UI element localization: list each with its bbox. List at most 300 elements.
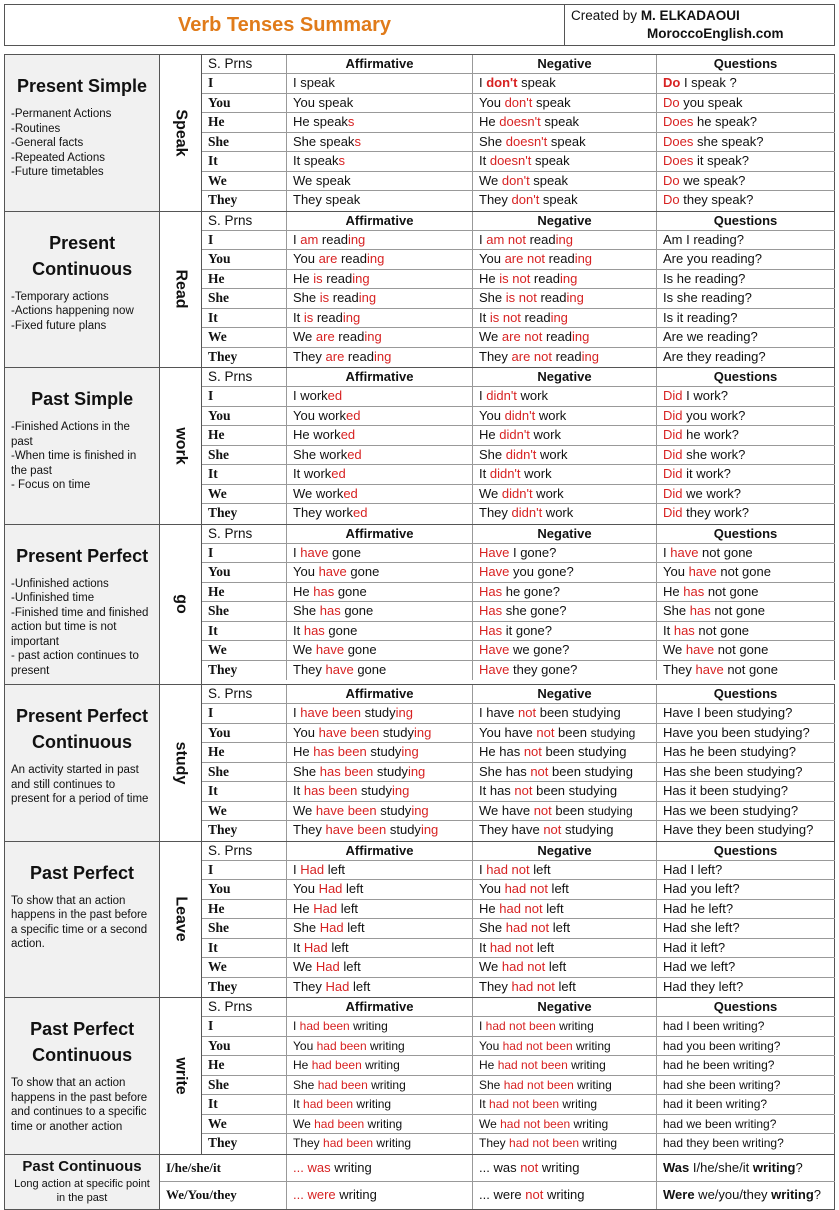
text-fragment: Did xyxy=(663,466,683,482)
text-fragment: left xyxy=(554,978,576,994)
text-fragment: I xyxy=(293,1019,300,1034)
text-fragment: We xyxy=(479,485,502,501)
table-row xyxy=(202,900,835,919)
conjugation-table xyxy=(202,842,835,998)
affirmative-cell xyxy=(287,1115,473,1133)
affirmative-cell xyxy=(287,446,473,464)
column-header-questions: Questions xyxy=(657,842,835,860)
affirmative-cell xyxy=(287,661,473,680)
text-fragment: ing xyxy=(373,348,392,364)
conjugation-table xyxy=(160,1155,835,1209)
question-cell xyxy=(657,1115,835,1133)
text-fragment: ? xyxy=(813,1186,822,1202)
text-fragment: Has xyxy=(479,622,503,638)
subject-pronoun: They xyxy=(202,348,287,367)
text-fragment: It xyxy=(479,1097,490,1112)
text-fragment: ing xyxy=(581,348,599,364)
text-fragment: she gone? xyxy=(502,603,567,619)
text-fragment: Had he left? xyxy=(663,900,734,916)
subject-pronoun: She xyxy=(202,446,287,464)
text-fragment: Had xyxy=(325,978,350,994)
affirmative-cell xyxy=(287,231,473,249)
text-fragment: gone xyxy=(346,564,380,580)
text-fragment: I/he/she/it xyxy=(689,1159,753,1175)
subject-pronoun: You xyxy=(202,724,287,742)
text-fragment: writing xyxy=(570,1116,609,1131)
subject-pronoun: She xyxy=(202,763,287,781)
tense-name: Past Perfect Continuous xyxy=(30,1019,135,1065)
text-fragment: I xyxy=(293,705,301,721)
question-cell xyxy=(657,426,835,444)
question-cell xyxy=(657,724,835,742)
table-row xyxy=(202,641,835,660)
negative-cell xyxy=(473,1076,657,1094)
text-fragment: you work? xyxy=(682,407,746,423)
text-fragment: We have xyxy=(479,802,534,818)
column-header-negative: Negative xyxy=(473,212,657,230)
example-verb xyxy=(160,525,202,685)
question-cell xyxy=(657,172,835,190)
text-fragment: had not been xyxy=(503,1077,574,1092)
example-verb-label: study xyxy=(172,741,190,785)
text-fragment: Has it been studying? xyxy=(663,783,789,799)
text-fragment: they work? xyxy=(682,505,749,521)
text-fragment: ing xyxy=(550,309,568,325)
text-fragment: It xyxy=(293,939,304,955)
question-cell xyxy=(657,74,835,92)
table-row xyxy=(202,583,835,602)
negative-cell xyxy=(473,191,657,210)
text-fragment: Am I reading? xyxy=(663,231,744,247)
table-row xyxy=(202,133,835,152)
text-fragment: not gone xyxy=(698,544,753,560)
tense-uses: Long action at specific point in the past xyxy=(14,1177,150,1204)
text-fragment: s xyxy=(354,133,361,149)
text-fragment: had she been writing? xyxy=(663,1077,781,1092)
text-fragment: read xyxy=(344,348,374,364)
negative-cell xyxy=(473,958,657,976)
text-fragment: left xyxy=(545,959,567,975)
text-fragment: writing xyxy=(567,1058,606,1073)
affirmative-cell xyxy=(287,485,473,503)
column-header-questions: Questions xyxy=(657,685,835,703)
table-row xyxy=(202,1017,835,1036)
affirmative-cell xyxy=(287,289,473,307)
text-fragment: She xyxy=(293,290,320,306)
text-fragment: studying xyxy=(561,822,614,838)
affirmative-cell xyxy=(287,978,473,997)
question-cell xyxy=(657,152,835,170)
negative-cell xyxy=(473,880,657,898)
text-fragment: speak xyxy=(539,192,578,208)
column-header-subject: S. Prns xyxy=(202,685,287,703)
table-row xyxy=(202,978,835,997)
subject-pronoun: You xyxy=(202,250,287,268)
affirmative-cell xyxy=(287,1134,473,1153)
question-cell xyxy=(657,641,835,659)
text-fragment: They xyxy=(479,348,512,364)
question-cell xyxy=(657,1134,835,1153)
text-fragment: are xyxy=(315,329,335,345)
text-fragment: writing xyxy=(579,1136,618,1151)
negative-cell xyxy=(473,446,657,464)
text-fragment: ing xyxy=(392,783,410,799)
text-fragment: Does xyxy=(663,114,694,130)
question-cell xyxy=(657,407,835,425)
text-fragment: we/you/they xyxy=(694,1186,772,1202)
text-fragment: not gone xyxy=(694,622,750,638)
tense-uses: -Finished Actions in the past -When time is finished in the past - Focus on time xyxy=(11,421,137,491)
text-fragment: studying xyxy=(590,725,636,740)
text-fragment: It xyxy=(293,1097,304,1112)
question-cell xyxy=(657,563,835,581)
text-fragment: ed xyxy=(352,505,368,521)
text-fragment: She xyxy=(293,920,320,936)
text-fragment: I work? xyxy=(682,388,729,404)
text-fragment: had not been xyxy=(489,1097,560,1112)
text-fragment: writing xyxy=(349,1019,388,1034)
table-row xyxy=(202,1037,835,1056)
tense-uses: To show that an action happens in the past before and continues to a specific time or another action xyxy=(11,1077,148,1133)
affirmative-cell xyxy=(287,724,473,742)
text-fragment: has xyxy=(673,622,695,638)
text-fragment: We xyxy=(479,959,502,975)
text-fragment: don't xyxy=(501,172,530,188)
text-fragment: Did xyxy=(663,388,683,404)
text-fragment: left xyxy=(349,978,371,994)
text-fragment: She xyxy=(479,1077,504,1092)
table-header-row xyxy=(202,842,835,861)
column-header-subject: S. Prns xyxy=(202,55,287,73)
text-fragment: had not xyxy=(505,920,550,936)
text-fragment: I xyxy=(479,861,487,877)
negative-cell xyxy=(473,939,657,957)
text-fragment: he speak? xyxy=(693,114,757,130)
text-fragment: They xyxy=(293,348,326,364)
text-fragment: have xyxy=(318,564,347,580)
question-cell xyxy=(657,504,835,523)
text-fragment: read xyxy=(545,251,575,267)
negative-cell xyxy=(473,152,657,170)
text-fragment: Was xyxy=(663,1159,690,1175)
text-fragment: They xyxy=(479,505,512,521)
text-fragment: I speak ? xyxy=(680,75,737,91)
table-row xyxy=(202,407,835,426)
text-fragment: We xyxy=(479,1116,501,1131)
affirmative-cell xyxy=(287,133,473,151)
negative-cell xyxy=(473,113,657,131)
text-fragment: didn't xyxy=(486,388,517,404)
text-fragment: am xyxy=(300,231,319,247)
text-fragment: writing xyxy=(543,1186,585,1202)
text-fragment: am not xyxy=(486,231,526,247)
text-fragment: speak xyxy=(540,114,580,130)
text-fragment: Do xyxy=(663,75,681,91)
column-header-questions: Questions xyxy=(657,368,835,386)
text-fragment: left xyxy=(529,861,551,877)
text-fragment: read xyxy=(337,251,367,267)
text-fragment: He xyxy=(293,1058,312,1073)
text-fragment: You xyxy=(479,881,505,897)
text-fragment: not xyxy=(523,744,542,760)
text-fragment: left xyxy=(337,900,359,916)
text-fragment: ed xyxy=(331,466,346,482)
text-fragment: read xyxy=(552,348,582,364)
example-verb xyxy=(160,368,202,524)
tense-block xyxy=(5,212,835,369)
question-cell xyxy=(657,133,835,151)
table-row xyxy=(202,309,835,328)
question-cell xyxy=(657,1017,835,1035)
text-fragment: They xyxy=(293,1136,324,1151)
text-fragment: have been xyxy=(300,705,361,721)
subject-pronoun: We xyxy=(202,485,287,503)
text-fragment: left xyxy=(542,900,564,916)
tense-uses: -Unfinished actions -Unfinished time -Finished time and finished action but time is not important - past action continues to present xyxy=(11,577,149,677)
text-fragment: ... were xyxy=(479,1186,526,1202)
text-fragment: Did xyxy=(663,446,683,462)
text-fragment: ing xyxy=(413,724,432,740)
column-header-affirmative: Affirmative xyxy=(287,212,473,230)
text-fragment: left xyxy=(343,920,365,936)
text-fragment: ing xyxy=(420,822,439,838)
text-fragment: work xyxy=(536,446,568,462)
subject-pronoun: He xyxy=(202,743,287,761)
text-fragment: Are they reading? xyxy=(663,348,766,364)
text-fragment: has xyxy=(319,603,341,619)
text-fragment: She xyxy=(479,290,506,306)
text-fragment: he work? xyxy=(682,427,739,443)
text-fragment: Have xyxy=(479,661,510,677)
affirmative-cell xyxy=(287,939,473,957)
text-fragment: doesn't xyxy=(499,114,541,130)
text-fragment: writing xyxy=(364,1116,403,1131)
text-fragment: You speak xyxy=(293,94,354,110)
text-fragment: had not xyxy=(504,881,548,897)
text-fragment: gone xyxy=(324,622,358,638)
table-row xyxy=(202,880,835,899)
column-header-negative: Negative xyxy=(473,55,657,73)
negative-cell xyxy=(473,1115,657,1133)
table-row xyxy=(202,289,835,308)
table-row xyxy=(202,544,835,563)
text-fragment: work xyxy=(532,485,564,501)
text-fragment: You xyxy=(479,1038,503,1053)
table-row xyxy=(202,1115,835,1134)
negative-cell xyxy=(473,704,657,722)
question-cell xyxy=(657,309,835,327)
example-verb xyxy=(160,55,202,211)
text-fragment: work xyxy=(516,388,548,404)
subject-pronoun: You xyxy=(202,407,287,425)
negative-cell xyxy=(473,328,657,346)
text-fragment: writing xyxy=(366,1038,405,1053)
subject-pronoun: She xyxy=(202,1076,287,1094)
table-row xyxy=(202,724,835,743)
text-fragment: read xyxy=(334,329,365,345)
text-fragment: ed xyxy=(347,446,362,462)
text-fragment: didn't xyxy=(501,485,533,501)
text-fragment: had not xyxy=(486,861,530,877)
negative-cell xyxy=(473,348,657,367)
text-fragment: ed xyxy=(327,388,343,404)
subject-pronoun: You xyxy=(202,880,287,898)
text-fragment: not xyxy=(533,802,552,818)
text-fragment: ed xyxy=(343,485,358,501)
text-fragment: Has she been studying? xyxy=(663,763,803,779)
text-fragment: gone xyxy=(344,642,377,658)
negative-cell xyxy=(473,743,657,761)
table-row xyxy=(202,763,835,782)
text-fragment: had not been xyxy=(485,1019,556,1034)
text-fragment: ing xyxy=(352,270,370,286)
affirmative-cell xyxy=(287,1056,473,1074)
text-fragment: Had xyxy=(319,920,344,936)
text-fragment: It xyxy=(293,309,304,325)
conjugation-table xyxy=(202,998,835,1154)
table-row xyxy=(202,270,835,289)
tense-name: Past Continuous xyxy=(22,1157,142,1175)
text-fragment: has xyxy=(313,583,335,599)
subject-pronoun: He xyxy=(202,900,287,918)
text-fragment: It has xyxy=(479,783,515,799)
question-cell xyxy=(657,861,835,879)
example-verb-label: Speak xyxy=(172,109,190,157)
affirmative-cell xyxy=(287,1155,473,1181)
text-fragment: We xyxy=(479,329,502,345)
table-header-row xyxy=(202,685,835,704)
text-fragment: had not xyxy=(501,959,546,975)
text-fragment: Have xyxy=(479,642,510,658)
text-fragment: Had I left? xyxy=(663,861,723,877)
subject-pronoun: It xyxy=(202,782,287,800)
question-cell xyxy=(657,821,835,840)
text-fragment: not xyxy=(525,1186,544,1202)
text-fragment: I xyxy=(479,1019,486,1034)
column-header-affirmative: Affirmative xyxy=(287,842,473,860)
text-fragment: I have xyxy=(479,705,519,721)
text-fragment: You work xyxy=(293,407,346,423)
table-row xyxy=(202,661,835,680)
subject-pronoun: They xyxy=(202,821,287,840)
text-fragment: You xyxy=(663,564,689,580)
negative-cell xyxy=(473,270,657,288)
column-header-affirmative: Affirmative xyxy=(287,998,473,1016)
negative-cell xyxy=(473,622,657,640)
text-fragment: it speak? xyxy=(693,153,750,169)
example-verb-label: go xyxy=(172,594,190,615)
affirmative-cell xyxy=(287,113,473,131)
example-verb xyxy=(160,842,202,998)
subject-pronoun: We xyxy=(202,958,287,976)
text-fragment: are not xyxy=(501,329,543,345)
tense-description xyxy=(5,1155,160,1209)
text-fragment: had not been xyxy=(497,1058,568,1073)
question-cell xyxy=(657,802,835,820)
header xyxy=(4,4,835,46)
text-fragment: had been xyxy=(314,1116,365,1131)
text-fragment: He xyxy=(293,583,314,599)
text-fragment: not gone xyxy=(704,583,759,599)
text-fragment: had I been writing? xyxy=(663,1019,765,1034)
text-fragment: ing xyxy=(342,309,361,325)
question-cell xyxy=(657,1095,835,1113)
text-fragment: writing xyxy=(373,1136,412,1151)
text-fragment: Were xyxy=(663,1186,695,1202)
text-fragment: Does xyxy=(663,153,694,169)
text-fragment: You xyxy=(293,881,319,897)
text-fragment: speak xyxy=(531,153,570,169)
text-fragment: read xyxy=(313,309,343,325)
text-fragment: Are we reading? xyxy=(663,329,758,345)
text-fragment: writing xyxy=(353,1097,392,1112)
text-fragment: not xyxy=(530,763,549,779)
negative-cell xyxy=(473,900,657,918)
text-fragment: had not been xyxy=(509,1136,580,1151)
subject-pronoun: We xyxy=(202,1115,287,1133)
text-fragment: not xyxy=(514,783,533,799)
tense-block xyxy=(5,842,835,999)
text-fragment: has xyxy=(303,622,325,638)
tense-name: Present Simple xyxy=(16,76,148,96)
text-fragment: study xyxy=(386,822,421,838)
table-row xyxy=(202,485,835,504)
negative-cell xyxy=(473,172,657,190)
text-fragment: study xyxy=(379,724,414,740)
text-fragment: are xyxy=(325,348,345,364)
table-header-row xyxy=(202,368,835,387)
past-continuous-block xyxy=(5,1155,835,1210)
text-fragment: is not xyxy=(489,309,521,325)
affirmative-cell xyxy=(287,802,473,820)
text-fragment: has xyxy=(689,603,711,619)
subject-pronoun: He xyxy=(202,1056,287,1074)
affirmative-cell xyxy=(287,919,473,937)
text-fragment: writing xyxy=(538,1159,580,1175)
text-fragment: doesn't xyxy=(489,153,532,169)
text-fragment: had been xyxy=(323,1136,374,1151)
column-header-negative: Negative xyxy=(473,998,657,1016)
text-fragment: He xyxy=(293,270,314,286)
text-fragment: He xyxy=(479,114,500,130)
text-fragment: He xyxy=(479,427,500,443)
text-fragment: writing xyxy=(559,1097,598,1112)
subject-pronoun: You xyxy=(202,94,287,112)
column-header-affirmative: Affirmative xyxy=(287,525,473,543)
table-row xyxy=(202,250,835,269)
column-header-affirmative: Affirmative xyxy=(287,55,473,73)
text-fragment: have been xyxy=(315,802,377,818)
text-fragment: ing xyxy=(574,251,593,267)
text-fragment: She xyxy=(293,1077,318,1092)
negative-cell xyxy=(473,133,657,151)
text-fragment: not gone xyxy=(716,564,771,580)
table-row xyxy=(202,426,835,445)
negative-cell xyxy=(473,821,657,840)
created-by-label: Created by xyxy=(571,8,638,23)
subject-pronoun: We xyxy=(202,641,287,659)
tense-block xyxy=(5,368,835,525)
text-fragment: It xyxy=(479,939,490,955)
text-fragment: Did xyxy=(663,505,683,521)
text-fragment: left xyxy=(549,920,571,936)
text-fragment: It work xyxy=(293,466,332,482)
text-fragment: had he been writing? xyxy=(663,1058,775,1073)
table-row xyxy=(202,94,835,113)
text-fragment: He xyxy=(663,583,684,599)
affirmative-cell xyxy=(287,602,473,620)
text-fragment: didn't xyxy=(499,427,530,443)
